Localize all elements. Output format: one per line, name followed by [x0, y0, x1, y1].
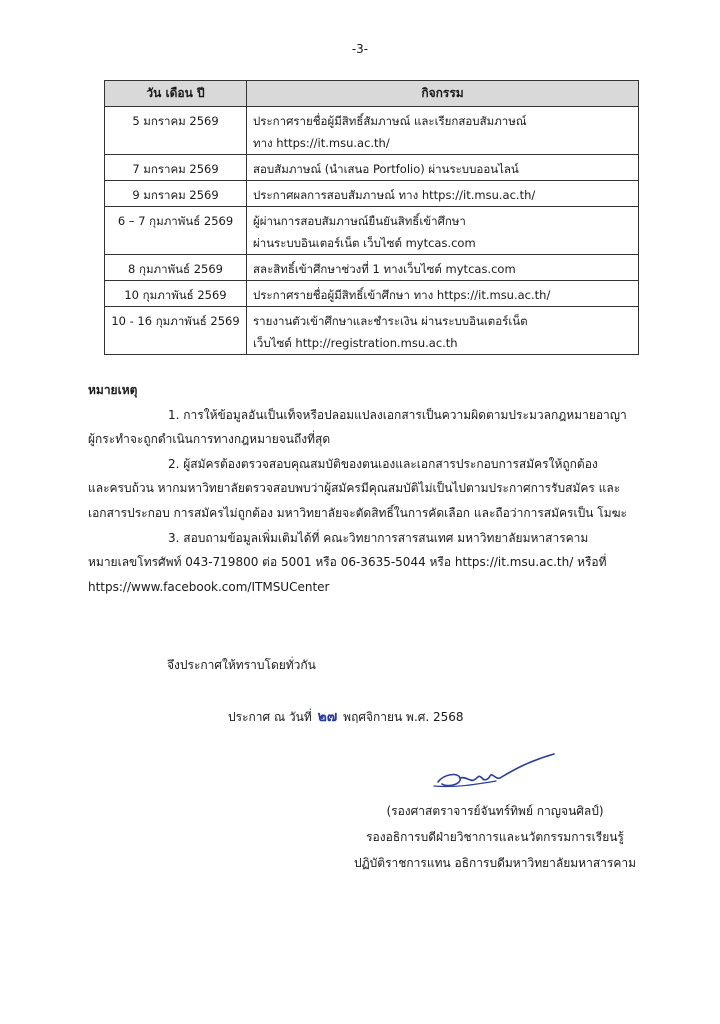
row-activity: [247, 255, 639, 281]
table-row: [105, 181, 639, 207]
handwritten-day: ๒๗: [317, 709, 338, 725]
signer-position: รองอธิการบดีฝ่ายวิชาการและนวัตกรรมการเรียนรู้: [366, 830, 624, 844]
row-activity: [247, 107, 639, 155]
activity-line: สละสิทธิ์เข้าศึกษาช่วงที่ 1 ทางเว็บไซต์ mytcas.com: [253, 262, 516, 276]
date-month-year: พฤศจิกายน พ.ศ. 2568: [343, 710, 464, 724]
row-activity: [247, 155, 639, 181]
remark-line: 1. การให้ข้อมูลอันเป็นเท็จหรือปลอมแปลงเอกสารเป็นความผิดตามประมวลกฎหมายอาญา: [168, 407, 627, 422]
activity-line: รายงานตัวเข้าศึกษาและชำระเงิน ผ่านระบบอินเตอร์เน็ต: [253, 314, 528, 328]
remark-item-1-cont: [88, 427, 640, 452]
table-row: [105, 307, 639, 355]
remark-item-3: [88, 526, 640, 551]
row-date: 10 กุมภาพันธ์ 2569: [105, 281, 247, 307]
activity-line: ผ่านระบบอินเตอร์เน็ต เว็บไซต์ mytcas.com: [253, 236, 476, 250]
row-activity: [247, 281, 639, 307]
closing-statement: จึงประกาศให้ทราบโดยทั่วกัน: [167, 658, 316, 672]
table-row: [105, 255, 639, 281]
activity-column-header: กิจกรรม: [247, 81, 639, 107]
remark-line: และครบถ้วน หากมหาวิทยาลัยตรวจสอบพบว่าผู้สมัครมีคุณสมบัติไม่เป็นไปตามประกาศการรับสมัคร: [88, 481, 595, 496]
remark-item-3-cont: [88, 550, 640, 599]
activity-line: สอบสัมภาษณ์ (นำเสนอ Portfolio) ผ่านระบบออนไลน์: [253, 162, 519, 176]
activity-line: ประกาศรายชื่อผู้มีสิทธิ์เข้าศึกษา ทาง https://it.msu.ac.th/: [253, 288, 551, 302]
date-column-header: วัน เดือน ปี: [105, 81, 247, 107]
remark-line: 2. ผู้สมัครต้องตรวจสอบคุณสมบัติของตนเองและเอกสารประกอบการสมัครให้ถูกต้อง: [168, 456, 598, 471]
table-row: [105, 107, 639, 155]
table-row: [105, 207, 639, 255]
activity-line: ทาง https://it.msu.ac.th/: [253, 136, 390, 150]
row-date: 6 – 7 กุมภาพันธ์ 2569: [105, 207, 247, 255]
row-activity: [247, 307, 639, 355]
signer-acting-position: ปฏิบัติราชการแทน อธิการบดีมหาวิทยาลัยมหาสารคาม: [353, 856, 637, 870]
announcement-date: [228, 706, 464, 728]
remarks-title: หมายเหตุ: [88, 383, 138, 397]
row-date: 9 มกราคม 2569: [105, 181, 247, 207]
remarks-section: [88, 378, 640, 599]
remark-item-2-cont: [88, 476, 640, 525]
activity-line: ประกาศรายชื่อผู้มีสิทธิ์สัมภาษณ์ และเรียกสอบสัมภาษณ์: [253, 114, 527, 128]
page-number: -3-: [351, 42, 369, 56]
signer-block: [290, 798, 700, 876]
activity-line: ประกาศผลการสอบสัมภาษณ์ ทาง https://it.msu.ac.th/: [253, 188, 536, 202]
activity-line: ผู้ผ่านการสอบสัมภาษณ์ยืนยันสิทธิ์เข้าศึกษา: [253, 214, 466, 228]
row-date: 7 มกราคม 2569: [105, 155, 247, 181]
signature-image: [426, 748, 566, 796]
row-activity: [247, 181, 639, 207]
remark-item-1: [88, 403, 640, 428]
remark-line: ผู้กระทำจะถูกดำเนินการทางกฎหมายจนถึงที่สุด: [88, 432, 331, 447]
row-date: 8 กุมภาพันธ์ 2569: [105, 255, 247, 281]
table-row: [105, 281, 639, 307]
row-date: 5 มกราคม 2569: [105, 107, 247, 155]
remark-line: โมฆะ: [597, 505, 627, 520]
remark-item-2: [88, 452, 640, 477]
table-row: [105, 155, 639, 181]
remark-line: และเอกสารประกอบ การสมัครไม่ถูกต้อง มหาวิทยาลัยจะตัดสิทธิ์ในการคัดเลือก และถือว่าการสมัครเป็น: [88, 481, 621, 520]
table-header-row: [105, 81, 639, 107]
remark-line: https://www.facebook.com/ITMSUCenter: [88, 579, 330, 594]
date-prefix: ประกาศ ณ วันที่: [228, 710, 312, 724]
remark-line: 3. สอบถามข้อมูลเพิ่มเติมได้ที่ คณะวิทยาการสารสนเทศ มหาวิทยาลัยมหาสารคาม: [168, 530, 589, 545]
signer-name: (รองศาสตราจารย์จันทร์ทิพย์ กาญจนศิลป์): [386, 804, 604, 818]
row-date: 10 - 16 กุมภาพันธ์ 2569: [105, 307, 247, 355]
activity-line: เว็บไซต์ http://registration.msu.ac.th: [253, 336, 458, 350]
row-activity: [247, 207, 639, 255]
schedule-table: [104, 80, 639, 355]
remark-line: หมายเลขโทรศัพท์ 043-719800 ต่อ 5001 หรือ 06-3635-5044 หรือ https://it.msu.ac.th/ หรือที่: [88, 555, 607, 570]
